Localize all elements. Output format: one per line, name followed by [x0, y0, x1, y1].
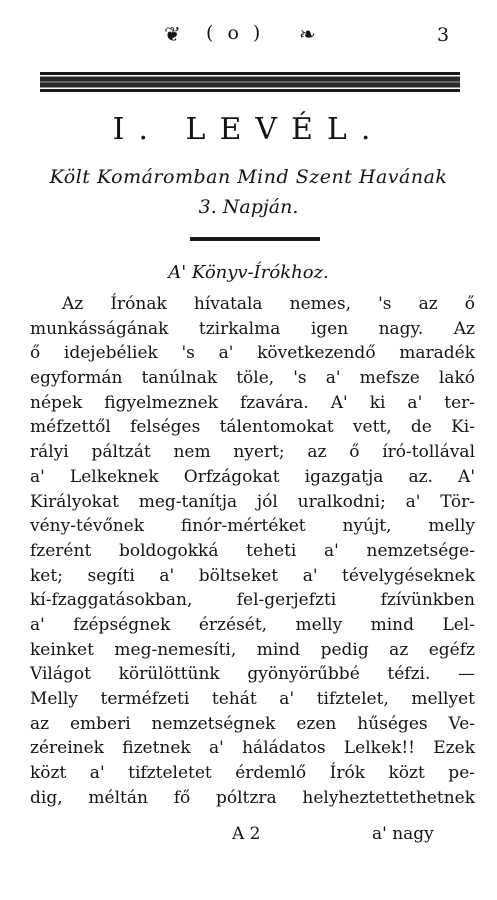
text-line: ket; segíti a' böltseket a' tévelygéseknek — [30, 565, 475, 586]
page-header — [0, 18, 497, 54]
section-divider — [190, 237, 320, 241]
letter-title: I. LEVÉL. — [112, 112, 385, 147]
letter-date-line: 3. Napján. — [198, 196, 299, 218]
text-line: Melly terméfzeti tehát a' tifztelet, mellyet — [30, 689, 475, 709]
text-line: méfzettől felséges tálentomokat vett, de Ki- — [30, 417, 475, 438]
ornamental-band — [40, 72, 460, 92]
text-line: Királyokat meg-tanítja jól uralkodni; a' Tör- — [30, 491, 475, 512]
header-signature: ( o ) — [206, 22, 265, 44]
page-number: 3 — [437, 24, 450, 46]
text-line: a' fzépségnek érzését, melly mind Lel- — [30, 614, 475, 635]
text-line: dig, méltán fő póltzra helyheztettethetnek — [30, 787, 475, 808]
text-line: közt a' tifzteletet érdemlő Írók közt pe- — [30, 763, 475, 784]
text-line: népek figyelmeznek fzavára. A' ki a' ter- — [30, 392, 475, 413]
text-line: munkásságának tzirkalma igen nagy. Az — [30, 318, 475, 339]
text-line: Az Írónak hívatala nemes, 's az ő — [62, 294, 475, 314]
text-line: fzerént boldogokká teheti a' nemzetsége- — [30, 540, 475, 561]
text-line: egyformán tanúlnak töle, 's a' mefsze lakó — [30, 368, 475, 389]
text-line: Világot körülöttünk gyönyörűbbé téfzi. — — [30, 664, 475, 685]
letter-body — [30, 292, 475, 810]
page-footer — [0, 824, 497, 852]
letter-place-line: Költ Komáromban Mind Szent Havának — [49, 166, 448, 188]
right-flourish-ornament-icon: ❧ — [299, 22, 316, 46]
text-line: vény-tévőnek finór-mértéket nyújt, melly — [30, 516, 475, 537]
text-line: az emberi nemzetségnek ezen hűséges Ve- — [30, 713, 475, 734]
catchword: a' nagy — [372, 824, 434, 844]
signature-mark: A 2 — [232, 824, 261, 844]
text-line: ő idejebéliek 's a' következendő maradék — [30, 343, 475, 364]
left-flourish-ornament-icon: ❦ — [164, 22, 181, 46]
text-line: zéreinek fizetnek a' háládatos Lelkek!! Ezek — [30, 738, 475, 759]
text-line: rályi páltzát nem nyert; az ő író-tollával — [30, 442, 475, 463]
text-line: keinket meg-nemesíti, mind pedig az egéfz — [30, 639, 475, 660]
text-line: a' Lelkeknek Orfzágokat igazgatja az. A' — [30, 466, 475, 487]
letter-address: A' Könyv-Írókhoz. — [168, 262, 329, 283]
text-line: kí-fzaggatásokban, fel-gerjefzti fzívünkben — [30, 590, 475, 611]
